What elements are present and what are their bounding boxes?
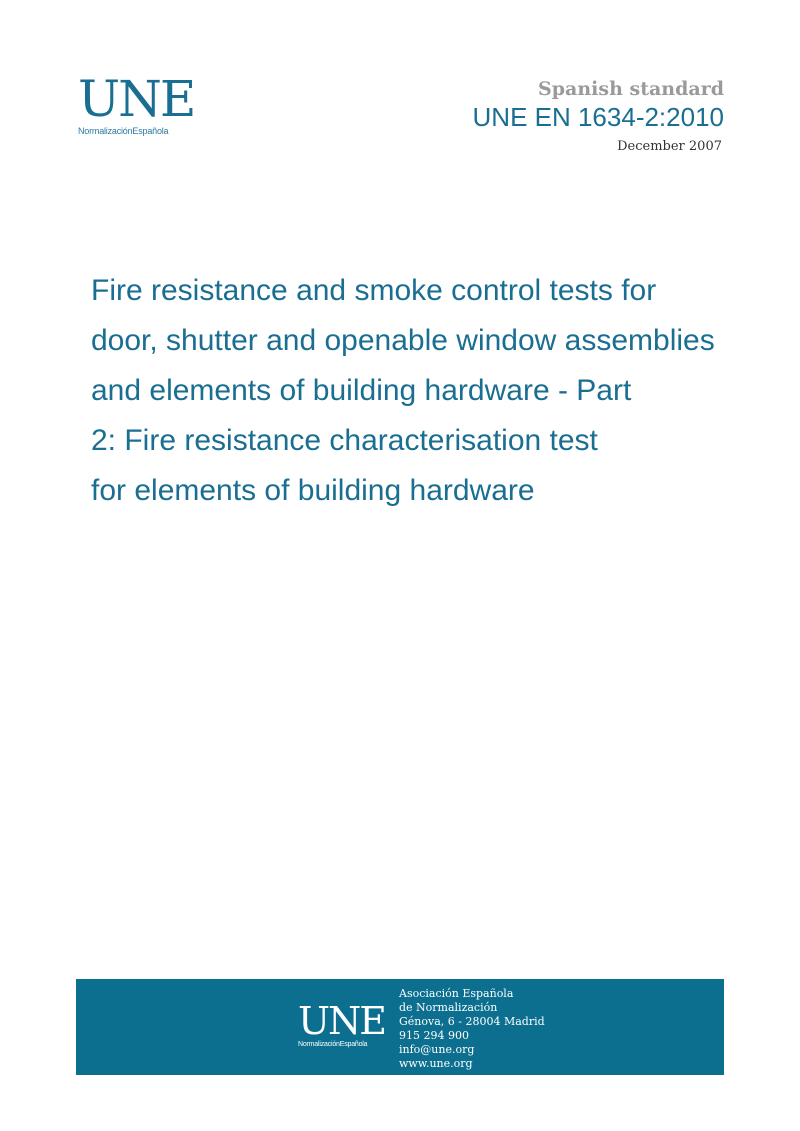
- standard-kind: Spanish standard: [538, 78, 724, 100]
- une-logo: [78, 70, 208, 136]
- title-line: Fire resistance and smoke control tests for: [91, 274, 657, 307]
- logo-tagline-b: Española: [132, 126, 169, 136]
- title-line: 2: Fire resistance characterisation test: [91, 424, 598, 457]
- footer-tagline-a: Normalización: [298, 1041, 340, 1048]
- footer-org-name: Asociación Española: [399, 987, 514, 1000]
- une-logo-mark: UNE: [78, 70, 195, 128]
- logo-tagline-a: Normalización: [78, 126, 133, 136]
- document-title: [91, 266, 781, 516]
- standard-date: December 2007: [617, 139, 722, 154]
- title-line: door, shutter and openable window assemblies: [91, 324, 715, 357]
- footer-tagline-b: Española: [339, 1041, 368, 1048]
- footer-contact: [399, 987, 545, 1071]
- footer-org-name-2: de Normalización: [399, 1001, 498, 1014]
- footer-email: info@une.org: [399, 1043, 475, 1056]
- footer-une-logo: [298, 999, 386, 1048]
- footer-banner: [76, 979, 724, 1075]
- footer-logo-mark: UNE: [298, 999, 386, 1043]
- standard-header: [473, 78, 724, 154]
- footer-website: www.une.org: [399, 1057, 473, 1070]
- footer-address: Génova, 6 - 28004 Madrid: [399, 1015, 545, 1028]
- standard-code: UNE EN 1634-2:2010: [472, 102, 724, 132]
- footer-phone: 915 294 900: [399, 1029, 469, 1042]
- title-line: and elements of building hardware - Part: [91, 374, 632, 407]
- title-line: for elements of building hardware: [91, 474, 535, 507]
